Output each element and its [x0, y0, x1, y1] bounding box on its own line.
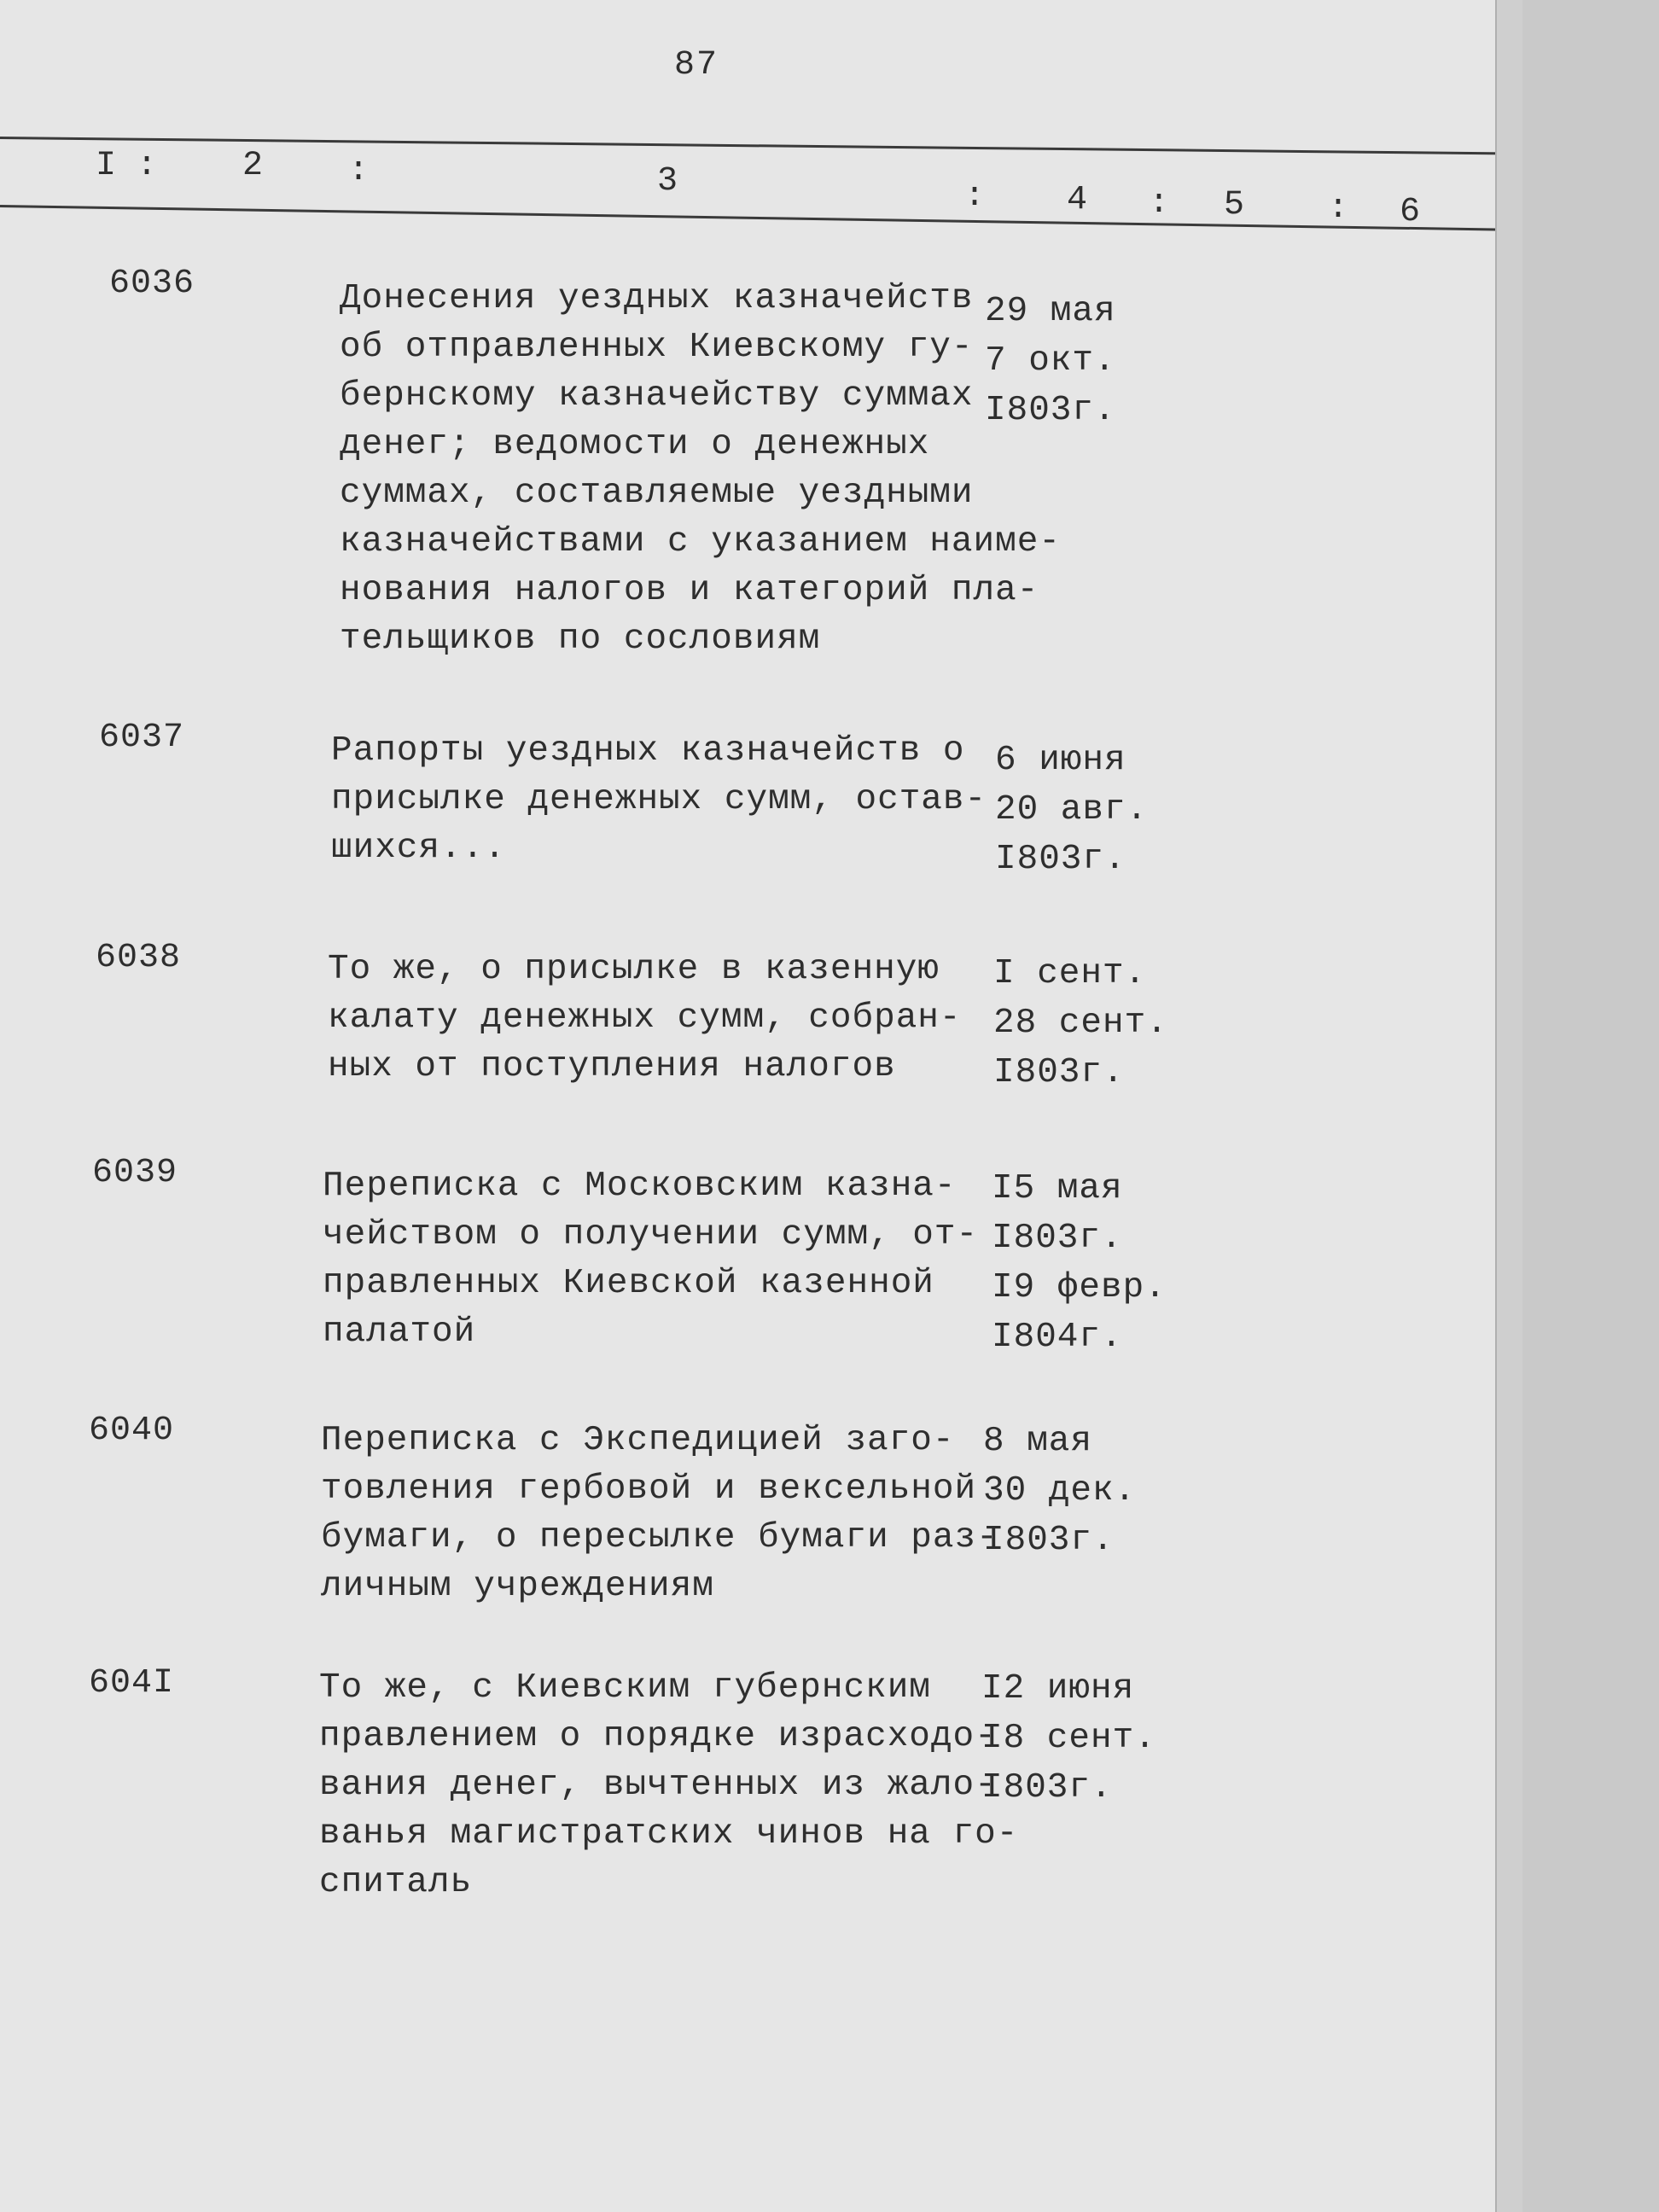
- date-line: 30 дек.: [983, 1471, 1137, 1511]
- date-line: 29 мая: [985, 292, 1116, 331]
- entry-description: [340, 275, 1061, 664]
- description-line: нования налогов и категорий пла-: [340, 571, 1039, 610]
- description-line: ных от поступления налогов: [328, 1047, 896, 1086]
- entry-dates: [995, 736, 1148, 884]
- entry-dates: [981, 1664, 1156, 1813]
- date-line: I803г.: [995, 840, 1126, 879]
- entry-number: 6038: [96, 939, 182, 977]
- date-line: I803г.: [981, 1768, 1113, 1807]
- entry-dates: [992, 1164, 1167, 1362]
- description-line: вания денег, вычтенных из жало-: [319, 1766, 997, 1805]
- column-header-6: 6: [1400, 193, 1421, 231]
- description-line: об отправленных Киевскому гу-: [340, 328, 974, 367]
- description-line: личным учреждениям: [321, 1567, 714, 1606]
- date-line: 28 сент.: [993, 1004, 1168, 1043]
- date-line: 7 окт.: [985, 341, 1116, 381]
- entry-description: [319, 1664, 1018, 1907]
- date-line: I9 февр.: [992, 1268, 1167, 1307]
- description-line: денег; ведомости о денежных: [340, 425, 930, 464]
- description-line: тельщиков по сословиям: [340, 620, 821, 659]
- date-line: I804г.: [992, 1318, 1123, 1357]
- entry-number: 604I: [89, 1664, 175, 1703]
- description-line: товления гербовой и вексельной: [321, 1470, 977, 1509]
- description-line: присылке денежных сумм, остав-: [331, 780, 987, 819]
- entry-description: [323, 1162, 978, 1357]
- entry-dates: [985, 287, 1116, 435]
- entry-number: 6040: [89, 1412, 175, 1450]
- description-line: То же, с Киевским губернским: [319, 1668, 931, 1708]
- entry-description: [331, 727, 987, 873]
- description-line: казначействами с указанием наиме-: [340, 522, 1061, 562]
- column-separator: :: [964, 178, 986, 216]
- description-line: палатой: [323, 1313, 476, 1352]
- description-line: суммах, составляемые уездными: [340, 474, 974, 513]
- description-line: Рапорты уездных казначейств о: [331, 731, 965, 771]
- description-line: калату денежных сумм, собран-: [328, 998, 962, 1038]
- date-line: I803г.: [992, 1219, 1123, 1258]
- date-line: I8 сент.: [981, 1719, 1156, 1758]
- date-line: I2 июня: [981, 1669, 1135, 1708]
- column-header-4: 4: [1067, 181, 1088, 219]
- description-line: Переписка с Московским казна-: [323, 1167, 957, 1206]
- column-separator: :: [1328, 189, 1349, 228]
- column-header-1: I: [96, 147, 117, 185]
- description-line: То же, о присылке в казенную: [328, 950, 940, 989]
- description-line: ванья магистратских чинов на го-: [319, 1814, 1019, 1854]
- date-line: I5 мая: [992, 1169, 1123, 1208]
- column-separator: :: [1149, 184, 1170, 223]
- date-line: I803г.: [983, 1521, 1115, 1560]
- column-separator: :: [348, 152, 370, 190]
- entry-dates: [983, 1417, 1136, 1565]
- description-line: шихся...: [331, 829, 506, 868]
- entry-number: 6039: [92, 1154, 178, 1192]
- description-line: правленных Киевской казенной: [323, 1264, 934, 1303]
- date-line: I803г.: [993, 1053, 1125, 1092]
- column-separator: :: [137, 147, 158, 185]
- description-line: Донесения уездных казначейств: [340, 279, 974, 318]
- date-line: I803г.: [985, 391, 1116, 430]
- column-header-3: 3: [657, 162, 678, 201]
- entry-number: 6036: [109, 265, 195, 303]
- description-line: правлением о порядке израсходо-: [319, 1717, 997, 1756]
- description-line: бернскому казначейству суммах: [340, 376, 974, 416]
- description-line: Переписка с Экспедицией заго-: [321, 1421, 955, 1460]
- entry-description: [328, 946, 962, 1091]
- header-rule-top: [0, 137, 1502, 154]
- description-line: чейством о получении сумм, от-: [323, 1215, 979, 1254]
- page-number: 87: [674, 46, 719, 84]
- entry-dates: [993, 949, 1168, 1097]
- date-line: I сент.: [993, 954, 1147, 993]
- description-line: спиталь: [319, 1863, 473, 1902]
- header-rule-bottom: [0, 205, 1502, 231]
- entry-description: [321, 1417, 998, 1611]
- description-line: бумаги, о пересылке бумаги раз-: [321, 1518, 998, 1557]
- date-line: 20 авг.: [995, 790, 1149, 830]
- date-line: 8 мая: [983, 1422, 1093, 1461]
- column-header-2: 2: [242, 147, 264, 185]
- column-header-5: 5: [1224, 186, 1245, 224]
- page-edge: [1495, 0, 1522, 2212]
- entry-number: 6037: [99, 719, 185, 757]
- date-line: 6 июня: [995, 741, 1126, 780]
